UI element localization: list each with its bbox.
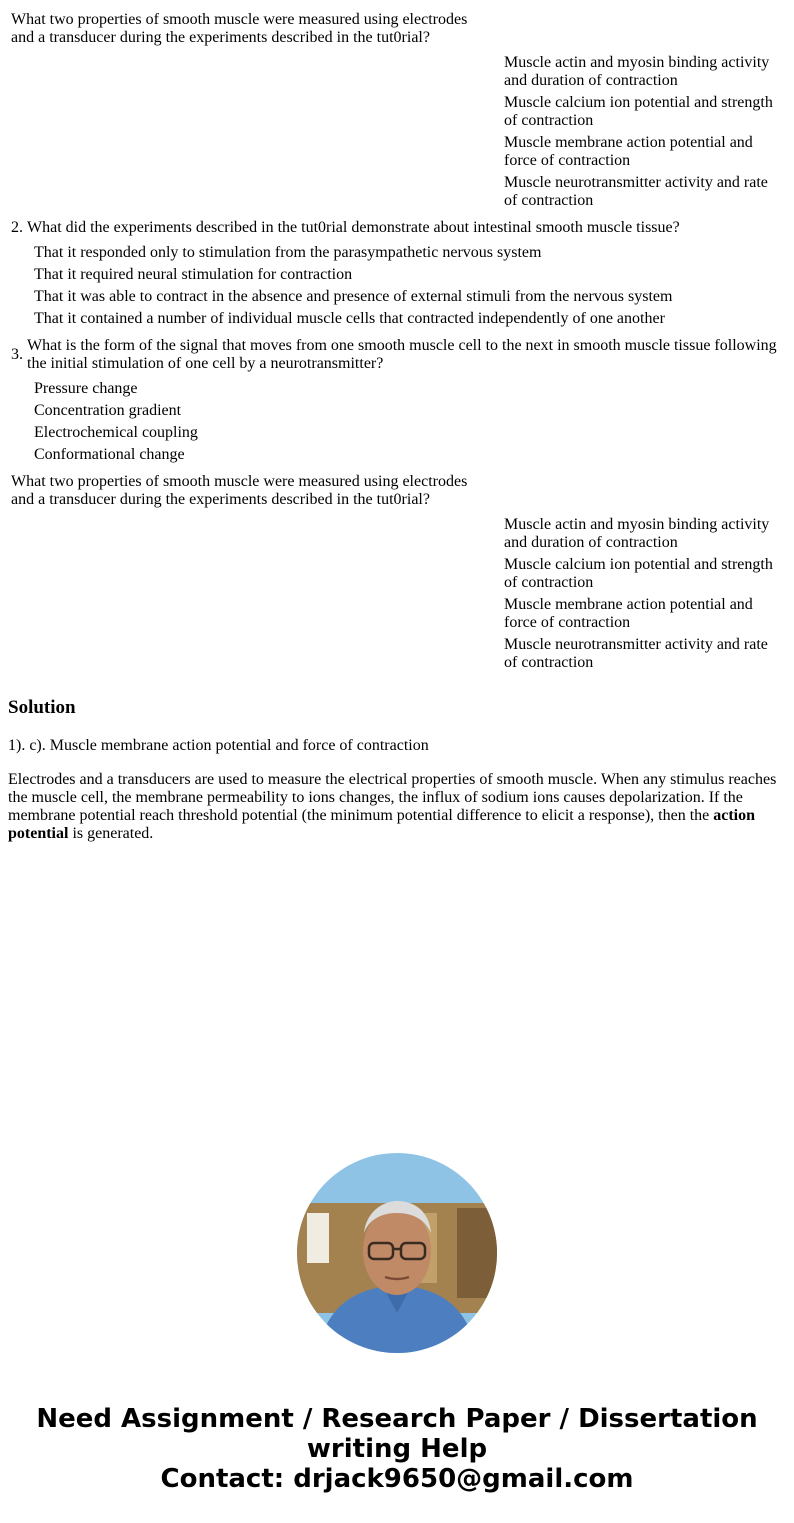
q3-option-b[interactable]: Concentration gradient xyxy=(34,402,182,419)
ad-contact: Contact: drjack9650@gmail.com xyxy=(160,1464,634,1494)
q3-option-c[interactable]: Electrochemical coupling xyxy=(34,424,198,441)
q4-option-a[interactable]: Muscle actin and myosin binding activity and duration of contraction xyxy=(504,516,770,551)
solution-explanation xyxy=(8,771,786,843)
q4-option-b[interactable]: Muscle calcium ion potential and strength of contraction xyxy=(504,556,773,591)
q3-option-a[interactable]: Pressure change xyxy=(34,380,138,397)
q2-option-a[interactable]: That it responded only to stimulation from the parasympathetic nervous system xyxy=(34,244,542,261)
explanation-text: Electrodes and a transducers are used to measure the electrical properties of smooth muscle. When any stimulus reaches the muscle cell, the membrane permeability to ions changes, the influx of sodium ions causes depolarization. If the membrane potential reach threshold potential (the minimum potential difference to elicit a response), then the xyxy=(8,771,777,824)
q4-option-c[interactable]: Muscle membrane action potential and force of contraction xyxy=(504,596,753,631)
q1-option-a[interactable]: Muscle actin and myosin binding activity and duration of contraction xyxy=(504,54,770,89)
solution-heading: Solution xyxy=(8,697,76,718)
q2-option-c[interactable]: That it was able to contract in the absence and presence of external stimuli from the nervous system xyxy=(34,288,673,305)
q1-option-d[interactable]: Muscle neurotransmitter activity and rate of contraction xyxy=(504,174,768,209)
q3-option-d[interactable]: Conformational change xyxy=(34,446,185,463)
q1-option-b[interactable]: Muscle calcium ion potential and strength of contraction xyxy=(504,94,773,129)
q2-option-d[interactable]: That it contained a number of individual muscle cells that contracted independently of one another xyxy=(34,310,665,327)
q2-question: What did the experiments described in the tut0rial demonstrate about intestinal smooth muscle tissue? xyxy=(27,219,680,236)
q3-number: 3. xyxy=(11,346,23,363)
explanation-end: is generated. xyxy=(68,825,154,842)
q2-option-b[interactable]: That it required neural stimulation for contraction xyxy=(34,266,353,283)
portrait-image xyxy=(297,1153,497,1353)
solution-answer: 1). c). Muscle membrane action potential and force of contraction xyxy=(8,737,429,754)
q1-option-c[interactable]: Muscle membrane action potential and force of contraction xyxy=(504,134,753,169)
q4-question: What two properties of smooth muscle were measured using electrodes and a transducer during the experiments described in the tut0rial? xyxy=(11,473,468,508)
q2-number: 2. xyxy=(11,219,23,236)
q1-question: What two properties of smooth muscle were measured using electrodes and a transducer during the experiments described in the tut0rial? xyxy=(11,11,468,46)
ad-headline: Need Assignment / Research Paper / Dissertation writing Help xyxy=(36,1404,758,1464)
q3-question: What is the form of the signal that moves from one smooth muscle cell to the next in smooth muscle tissue following the initial stimulation of one cell by a neurotransmitter? xyxy=(27,337,777,372)
author-avatar xyxy=(297,1153,497,1353)
explanation-bold: action potential xyxy=(8,807,756,842)
q4-option-d[interactable]: Muscle neurotransmitter activity and rate of contraction xyxy=(504,636,768,671)
